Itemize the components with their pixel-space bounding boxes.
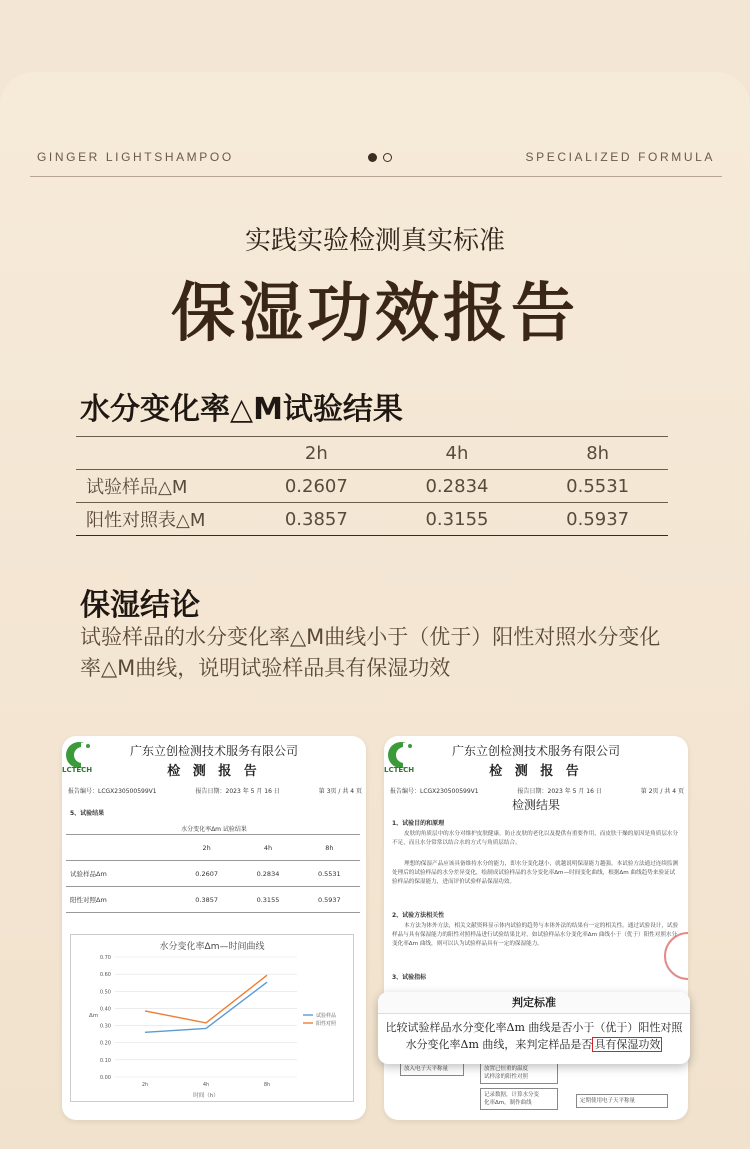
cell: 0.5937	[527, 503, 668, 536]
page-title: 保湿功效报告	[171, 277, 579, 351]
cell: 0.5531	[299, 861, 360, 887]
company-name: 广东立创检测技术服务有限公司	[129, 744, 298, 758]
table-row	[76, 470, 668, 503]
cell: 0.3155	[237, 887, 298, 913]
callout-text	[378, 1014, 690, 1053]
flow-step: 记录数据，计算水分变 化率Δm，制作曲线	[480, 1088, 558, 1110]
y-tick-label: 0.70	[99, 955, 111, 961]
highlight-box: 具有保湿功效	[594, 1038, 661, 1051]
doc-meta	[390, 786, 684, 795]
col-header: 8h	[299, 835, 360, 861]
logo-text: LCTECH	[384, 766, 415, 774]
series-line	[145, 975, 267, 1023]
x-axis-label: 时间（h）	[193, 1093, 219, 1099]
flow-step: 放置已恒重的温度 试样涂的阳性对照	[480, 1062, 558, 1084]
paragraph-2: 理想的保湿产品应该具备维持水分的能力，即水分变化越小，就越说明保湿能力越强。本试验方法通过连续监测处理后的试验样品的水分差异变化，绘制成试验样品的水分变化率Δm—时间变化曲线，根据Δm 曲线趋势来验证试验样品的保湿能力，进而评价试验样品保湿功效。	[392, 861, 679, 885]
line-chart	[70, 934, 354, 1102]
y-tick-label: 0.60	[99, 972, 111, 979]
table-row	[66, 861, 360, 887]
cell: 0.2834	[237, 861, 298, 887]
report-number: 报告编号：LCGX230500599V1	[390, 788, 479, 795]
company-name: 广东立创检测技术服务有限公司	[451, 744, 620, 758]
table-row	[76, 503, 668, 536]
y-tick-label: 0.10	[99, 1057, 111, 1064]
table-header-row	[66, 835, 360, 861]
cell: 0.3857	[246, 503, 387, 536]
paragraph-3: 本方法为体外方法，相关文献资料显示体内试验的趋势与本体外法的结果有一定的相关性。通过试验设计，试验样品与具有保湿能力的阳性对照样品进行试验结果比对，如试验样品水分变化率Δm 曲线小于（优于）阳性对照水分变化率Δm 曲线，则可以认为试验样品具有一定的保湿能力。	[392, 923, 679, 947]
y-axis-label: Δm	[89, 1013, 99, 1019]
col-header: 2h	[176, 835, 237, 861]
doc-title: 检 测 报 告	[167, 764, 261, 779]
y-tick-label: 0.20	[99, 1040, 111, 1047]
results-table	[76, 436, 668, 536]
report-page-3[interactable]	[62, 736, 366, 1120]
col-header: 2h	[246, 437, 387, 470]
cell: 0.5531	[527, 470, 668, 503]
page-number: 第 2页 / 共 4 页	[640, 788, 684, 795]
y-tick-label: 0.50	[99, 989, 111, 996]
legend-label: 阳性对照	[316, 1021, 337, 1027]
flow-step: 放入电子天平称量	[400, 1062, 464, 1076]
brand-label: GINGER LIGHTSHAMPOO	[37, 150, 234, 164]
page-number: 第 3页 / 共 4 页	[318, 788, 362, 795]
page-subtitle: 实践实验检测真实标准	[244, 226, 505, 256]
cell: 0.2607	[176, 861, 237, 887]
row-label: 试验样品△M	[76, 470, 246, 503]
cell: 0.2834	[387, 470, 528, 503]
callout-line-2: 水分变化率Δm 曲线，来判定样品是否 具有保湿功效	[405, 1038, 661, 1051]
doc-meta	[68, 786, 362, 795]
y-tick-label: 0.00	[99, 1075, 111, 1081]
page-dot-active[interactable]	[368, 153, 377, 162]
x-tick-label: 4h	[202, 1082, 210, 1088]
section-2: 2、试验方法相关性	[392, 912, 445, 919]
row-label: 阳性对照表△M	[76, 503, 246, 536]
table-title: 水分变化率Δm 试验结果	[181, 826, 247, 833]
callout-heading: 判定标准	[378, 992, 690, 1014]
conclusion-heading: 保湿结论	[80, 588, 200, 623]
x-tick-label: 2h	[141, 1082, 149, 1088]
report-number: 报告编号：LCGX230500599V1	[68, 788, 157, 795]
col-header: 8h	[527, 437, 668, 470]
top-bar	[37, 150, 715, 164]
cell: 0.2607	[246, 470, 387, 503]
logo-text: LCTECH	[62, 766, 93, 774]
conclusion-text: 试验样品的水分变化率△M曲线小于（优于）阳性对照水分变化率△M曲线，说明试验样品具有保湿功效	[80, 625, 661, 680]
results-heading: 水分变化率△M试验结果	[80, 392, 403, 427]
section-1: 1、试验目的和原理	[392, 820, 445, 827]
chart-title: 水分变化率Δm—时间曲线	[159, 942, 265, 952]
section-label: 5、试验结果	[70, 810, 105, 817]
criteria-callout	[378, 992, 690, 1064]
paragraph-1: 皮肤的角质层中的水分对维护皮肤健康，防止皮肤的老化以及提供有重要作用，而皮肤干燥的原因是角质层水分不足，而且水分常常以结合水的方式与角质层结合。	[392, 831, 679, 846]
row-label: 阳性对照Δm	[66, 887, 176, 913]
cell: 0.3857	[176, 887, 237, 913]
results-title: 检测结果	[511, 798, 560, 812]
callout-line-1: 比较试验样品水分变化率Δm 曲线是否小于（优于）阳性对照	[385, 1021, 683, 1034]
report-date: 报告日期：2023 年 5 月 16 日	[517, 788, 602, 795]
section-3: 3、试验指标	[392, 974, 427, 981]
page-indicator[interactable]	[368, 153, 392, 162]
table-header-row	[76, 437, 668, 470]
y-tick-label: 0.40	[99, 1006, 111, 1013]
chart-svg	[71, 935, 355, 1103]
divider	[30, 176, 722, 177]
flow-step: 定期使用电子天平称量	[576, 1094, 668, 1108]
legend-label: 试验样品	[316, 1013, 337, 1019]
cell: 0.5937	[299, 887, 360, 913]
col-header: 4h	[237, 835, 298, 861]
mini-table	[66, 834, 360, 913]
cell: 0.3155	[387, 503, 528, 536]
page-dot-inactive[interactable]	[383, 153, 392, 162]
col-header: 4h	[387, 437, 528, 470]
doc-title: 检 测 报 告	[489, 764, 583, 779]
tagline-label: SPECIALIZED FORMULA	[525, 150, 715, 164]
report-date: 报告日期：2023 年 5 月 16 日	[195, 788, 280, 795]
table-row	[66, 887, 360, 913]
x-tick-label: 8h	[263, 1082, 271, 1088]
row-label: 试验样品Δm	[66, 861, 176, 887]
y-tick-label: 0.30	[99, 1023, 111, 1030]
